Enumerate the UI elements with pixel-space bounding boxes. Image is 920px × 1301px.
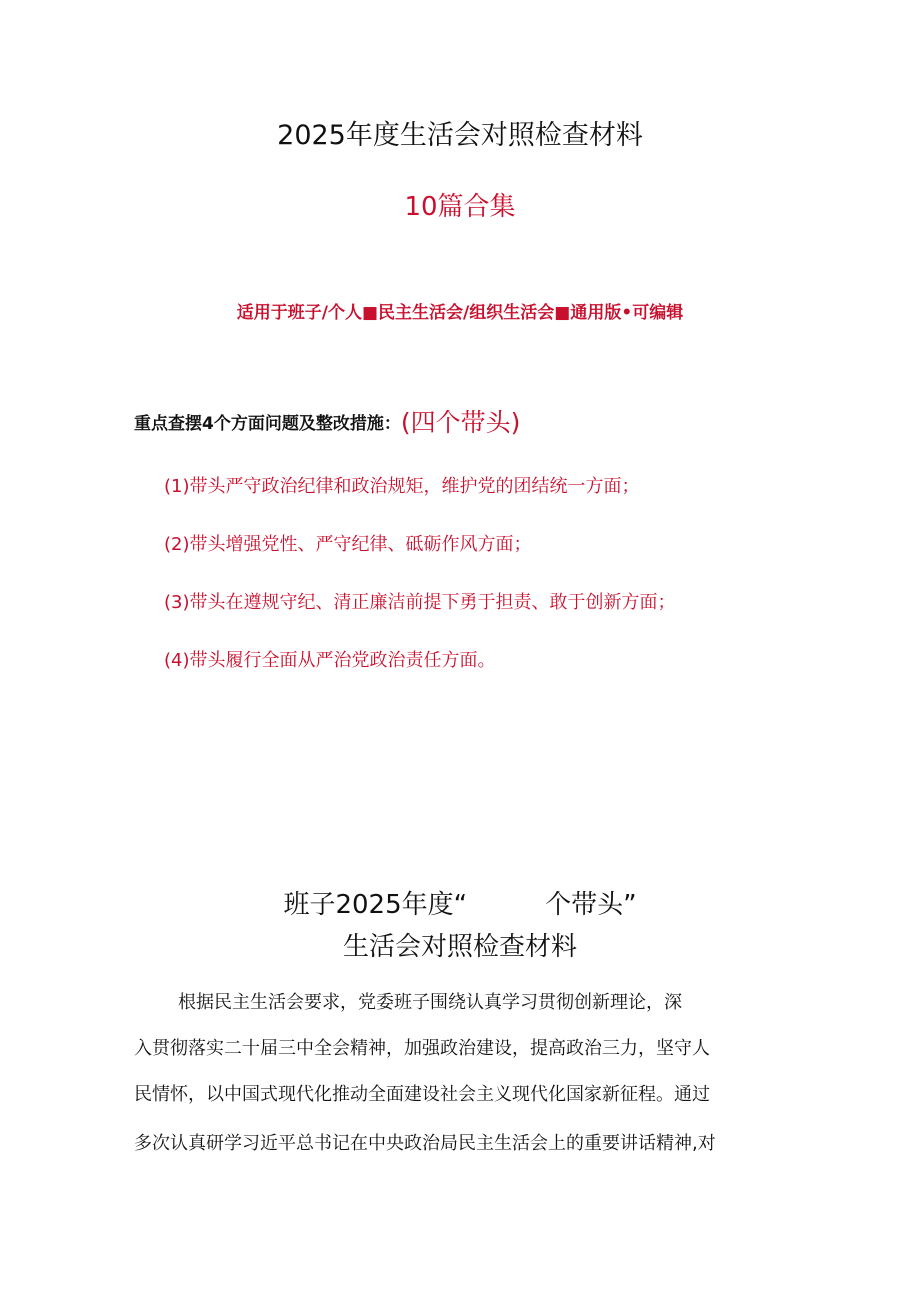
- focus-heading: [134, 403, 520, 439]
- focus-label: 重点查摆4个方面问题及整改措施：: [134, 414, 401, 434]
- document-title: 2025年度生活会对照检查材料: [277, 120, 643, 151]
- paragraph-line-3: 民情怀，以中国式现代化推动全面建设社会主义现代化国家新征程。通过: [134, 1084, 710, 1105]
- focus-item-2: (2)带头增强党性、严守纪律、砥砺作风方面；: [164, 534, 532, 555]
- focus-highlight: (四个带头): [400, 408, 521, 437]
- section-title-line-2: 生活会对照检查材料: [342, 932, 577, 962]
- focus-item-3: (3)带头在遵规守纪、清正廉洁前提下勇于担责、敢于创新方面；: [164, 592, 676, 613]
- focus-item-4: (4)带头履行全面从严治党政治责任方面。: [164, 650, 496, 671]
- section-title-line-1: 班子2025年度“ 个带头”: [283, 890, 637, 920]
- paragraph-line-2: 入贯彻落实二十届三中全会精神，加强政治建设，提高政治三力，坚守人: [134, 1038, 710, 1059]
- focus-item-1: (1)带头严守政治纪律和政治规矩，维护党的团结统一方面；: [164, 476, 640, 497]
- paragraph-line-4: 多次认真研学习近平总书记在中央政治局民主生活会上的重要讲话精神,对: [134, 1133, 716, 1154]
- document-subtitle: 10篇合集: [404, 192, 516, 222]
- applicable-scope-text: 适用于班子/个人■民主生活会/组织生活会■通用版•可编辑: [236, 303, 684, 323]
- paragraph-line-1: 根据民主生活会要求，党委班子围绕认真学习贯彻创新理论，深: [178, 992, 682, 1013]
